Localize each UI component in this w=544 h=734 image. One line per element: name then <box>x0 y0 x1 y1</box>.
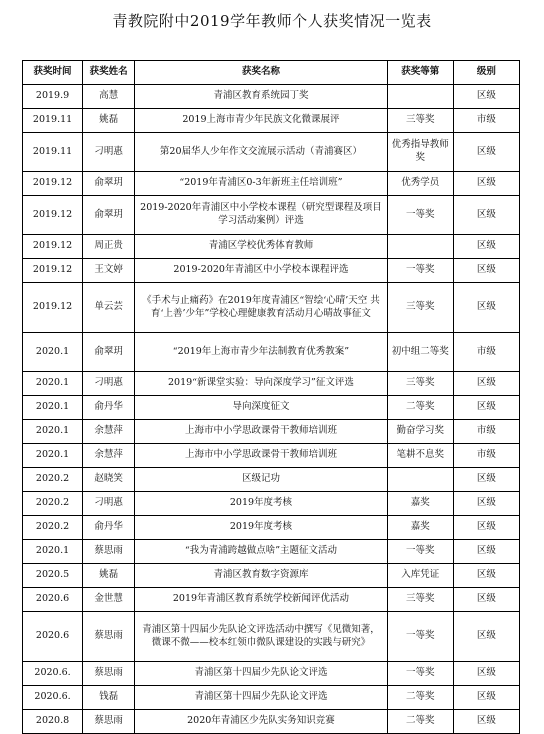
cell-time: 2020.1 <box>23 372 83 396</box>
cell-name: 蔡思雨 <box>83 662 135 686</box>
cell-time: 2020.1 <box>23 396 83 420</box>
cell-name: 蔡思雨 <box>83 612 135 662</box>
cell-name: 俞丹华 <box>83 516 135 540</box>
cell-award: “2019年上海市青少年法制教育优秀教案” <box>135 333 388 372</box>
cell-level: 区级 <box>453 564 519 588</box>
table-row <box>23 133 520 172</box>
cell-award: 2019年青浦区教育系统学校新闻评优活动 <box>135 588 388 612</box>
cell-award: 2019“新课堂实验：导向深度学习”征文评选 <box>135 372 388 396</box>
cell-award: 2019-2020年青浦区中小学校本课程（研究型课程及项目学习活动案例）评选 <box>135 196 388 235</box>
header-award: 获奖名称 <box>135 61 388 85</box>
cell-level: 市级 <box>453 420 519 444</box>
table-row <box>23 662 520 686</box>
cell-time: 2020.2 <box>23 492 83 516</box>
cell-name: 姚磊 <box>83 564 135 588</box>
cell-award: 2019-2020年青浦区中小学校本课程评选 <box>135 259 388 283</box>
cell-level: 市级 <box>453 109 519 133</box>
cell-time: 2020.1 <box>23 540 83 564</box>
cell-award: 导向深度征文 <box>135 396 388 420</box>
cell-grade: 三等奖 <box>387 372 453 396</box>
cell-name: 俞丹华 <box>83 396 135 420</box>
cell-grade: 三等奖 <box>387 588 453 612</box>
cell-grade: 二等奖 <box>387 686 453 710</box>
cell-grade: 一等奖 <box>387 196 453 235</box>
table-row <box>23 109 520 133</box>
table-row <box>23 85 520 109</box>
cell-level: 区级 <box>453 372 519 396</box>
cell-grade: 嘉奖 <box>387 516 453 540</box>
cell-level: 区级 <box>453 540 519 564</box>
cell-award: 青浦区第十四届少先队论文评选活动中撰写《见微知著，微课不微——校本红领巾微队课建设的实践与研究》 <box>135 612 388 662</box>
table-row <box>23 516 520 540</box>
cell-time: 2020.1 <box>23 444 83 468</box>
cell-award: 上海市中小学思政课骨干教师培训班 <box>135 444 388 468</box>
cell-time: 2020.1 <box>23 333 83 372</box>
cell-level: 市级 <box>453 333 519 372</box>
cell-award: 青浦区学校优秀体育教师 <box>135 235 388 259</box>
cell-award: “2019年青浦区0-3年新班主任培训班” <box>135 172 388 196</box>
table-row <box>23 259 520 283</box>
cell-name: 余慧萍 <box>83 444 135 468</box>
cell-level: 区级 <box>453 662 519 686</box>
table-row <box>23 420 520 444</box>
cell-grade: 一等奖 <box>387 612 453 662</box>
table-row <box>23 710 520 734</box>
cell-time: 2019.12 <box>23 172 83 196</box>
cell-time: 2020.8 <box>23 710 83 734</box>
cell-name: 王文婷 <box>83 259 135 283</box>
cell-time: 2019.12 <box>23 283 83 333</box>
cell-time: 2020.6 <box>23 612 83 662</box>
cell-award: 青浦区教育数字资源库 <box>135 564 388 588</box>
cell-name: 余慧萍 <box>83 420 135 444</box>
cell-level: 区级 <box>453 492 519 516</box>
cell-time: 2019.12 <box>23 196 83 235</box>
table-header-row <box>23 61 520 85</box>
cell-time: 2020.2 <box>23 468 83 492</box>
cell-grade: 嘉奖 <box>387 492 453 516</box>
cell-award: 青浦区第十四届少先队论文评选 <box>135 686 388 710</box>
table-row <box>23 468 520 492</box>
table-row <box>23 540 520 564</box>
cell-grade: 初中组二等奖 <box>387 333 453 372</box>
table-row <box>23 396 520 420</box>
cell-name: 周正贵 <box>83 235 135 259</box>
table-row <box>23 492 520 516</box>
cell-award: “我为青浦跨越做点啥”主题征文活动 <box>135 540 388 564</box>
cell-name: 刁明惠 <box>83 372 135 396</box>
table-row <box>23 612 520 662</box>
cell-award: 第20届华人少年作文交流展示活动（青浦赛区） <box>135 133 388 172</box>
cell-level: 区级 <box>453 196 519 235</box>
cell-grade: 一等奖 <box>387 662 453 686</box>
table-row <box>23 172 520 196</box>
cell-time: 2019.11 <box>23 133 83 172</box>
table-row <box>23 588 520 612</box>
cell-grade: 一等奖 <box>387 540 453 564</box>
cell-grade: 二等奖 <box>387 396 453 420</box>
cell-grade: 优秀学员 <box>387 172 453 196</box>
cell-level: 区级 <box>453 133 519 172</box>
table-row <box>23 564 520 588</box>
cell-name: 单云芸 <box>83 283 135 333</box>
cell-award: 区级记功 <box>135 468 388 492</box>
cell-level: 区级 <box>453 516 519 540</box>
cell-time: 2019.9 <box>23 85 83 109</box>
cell-level: 区级 <box>453 85 519 109</box>
table-row <box>23 686 520 710</box>
cell-time: 2020.6. <box>23 686 83 710</box>
cell-award: 青浦区教育系统园丁奖 <box>135 85 388 109</box>
cell-time: 2019.11 <box>23 109 83 133</box>
cell-grade <box>387 468 453 492</box>
cell-grade: 一等奖 <box>387 259 453 283</box>
cell-name: 俞翠玥 <box>83 333 135 372</box>
cell-time: 2020.5 <box>23 564 83 588</box>
cell-level: 区级 <box>453 283 519 333</box>
cell-level: 区级 <box>453 612 519 662</box>
cell-grade: 勤奋学习奖 <box>387 420 453 444</box>
table-row <box>23 196 520 235</box>
cell-grade <box>387 85 453 109</box>
cell-name: 俞翠玥 <box>83 196 135 235</box>
cell-grade: 入库凭证 <box>387 564 453 588</box>
cell-grade: 二等奖 <box>387 710 453 734</box>
cell-time: 2020.2 <box>23 516 83 540</box>
cell-name: 姚磊 <box>83 109 135 133</box>
cell-award: 青浦区第十四届少先队论文评选 <box>135 662 388 686</box>
cell-time: 2020.6. <box>23 662 83 686</box>
header-time: 获奖时间 <box>23 61 83 85</box>
cell-name: 俞翠玥 <box>83 172 135 196</box>
table-row <box>23 283 520 333</box>
header-level: 级别 <box>453 61 519 85</box>
cell-time: 2020.1 <box>23 420 83 444</box>
cell-time: 2020.6 <box>23 588 83 612</box>
table-row <box>23 235 520 259</box>
table-row <box>23 372 520 396</box>
cell-time: 2019.12 <box>23 235 83 259</box>
cell-name: 刁明惠 <box>83 492 135 516</box>
cell-level: 区级 <box>453 396 519 420</box>
header-grade: 获奖等第 <box>387 61 453 85</box>
cell-grade: 笔耕不息奖 <box>387 444 453 468</box>
cell-award: 2020年青浦区少先队实务知识竞赛 <box>135 710 388 734</box>
cell-level: 市级 <box>453 444 519 468</box>
cell-level: 区级 <box>453 172 519 196</box>
page-title: 青教院附中2019学年教师个人获奖情况一览表 <box>112 12 432 30</box>
awards-table <box>22 60 520 734</box>
cell-grade: 优秀指导教师奖 <box>387 133 453 172</box>
cell-award: 2019上海市青少年民族文化微课展评 <box>135 109 388 133</box>
cell-level: 区级 <box>453 235 519 259</box>
cell-award: 2019年度考核 <box>135 516 388 540</box>
cell-level: 区级 <box>453 588 519 612</box>
header-name: 获奖姓名 <box>83 61 135 85</box>
cell-grade <box>387 235 453 259</box>
table-row <box>23 333 520 372</box>
cell-grade: 三等奖 <box>387 283 453 333</box>
cell-level: 区级 <box>453 686 519 710</box>
cell-award: 2019年度考核 <box>135 492 388 516</box>
cell-name: 高慧 <box>83 85 135 109</box>
cell-name: 蔡思雨 <box>83 710 135 734</box>
cell-name: 钱磊 <box>83 686 135 710</box>
cell-name: 刁明惠 <box>83 133 135 172</box>
cell-name: 蔡思雨 <box>83 540 135 564</box>
table-body <box>23 85 520 734</box>
cell-name: 赵晓笑 <box>83 468 135 492</box>
cell-name: 金世慧 <box>83 588 135 612</box>
cell-level: 区级 <box>453 468 519 492</box>
cell-award: 《手术与止痛药》在2019年度青浦区“智绘‘心晴’天空 共育‘上善’少年”学校心理健康教育活动月心晴故事征文 <box>135 283 388 333</box>
table-row <box>23 444 520 468</box>
cell-level: 区级 <box>453 259 519 283</box>
cell-level: 区级 <box>453 710 519 734</box>
cell-award: 上海市中小学思政课骨干教师培训班 <box>135 420 388 444</box>
cell-grade: 三等奖 <box>387 109 453 133</box>
cell-time: 2019.12 <box>23 259 83 283</box>
